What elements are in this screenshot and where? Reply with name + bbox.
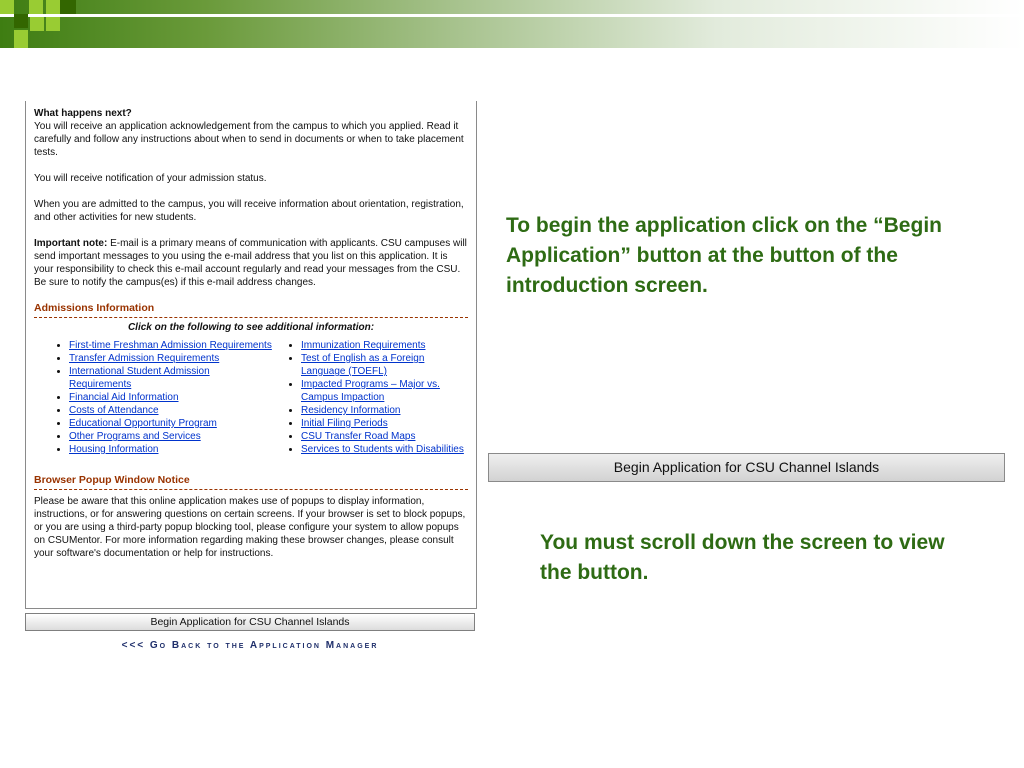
- header-square: [46, 17, 60, 31]
- info-link[interactable]: Educational Opportunity Program: [69, 418, 217, 429]
- info-link[interactable]: Impacted Programs – Major vs. Campus Impaction: [301, 379, 440, 403]
- info-link-item: [69, 404, 274, 417]
- popup-notice-text: Please be aware that this online application makes use of popups to display information, instructions, or for answering questions on certain screens. If your browser is set to block popups, or you are using a third-party popup blocking tool, please configure your system to allow popups on CSUMentor. For more information regarding making these browser changes, please consult your software's documentation or help for instructions.: [34, 496, 466, 559]
- info-link-item: [301, 404, 466, 417]
- admission-status-paragraph: You will receive notification of your admission status.: [34, 173, 267, 184]
- info-link-item: [301, 352, 466, 378]
- info-link[interactable]: Immunization Requirements: [301, 340, 426, 351]
- info-link-item: [301, 339, 466, 352]
- info-link-item: [301, 378, 466, 404]
- info-link[interactable]: Residency Information: [301, 405, 401, 416]
- scroll-note: You must scroll down the screen to view the button.: [540, 531, 945, 584]
- info-links-left: [34, 339, 274, 456]
- admissions-info-title: Admissions Information: [34, 302, 468, 318]
- info-link-item: [69, 365, 274, 391]
- info-link[interactable]: Housing Information: [69, 444, 159, 455]
- what-next-paragraph: You will receive an application acknowledgement from the campus to which you applied. Read it carefully and follow any instructions about when to send in documents or when to take placement tests.: [34, 121, 464, 158]
- info-link[interactable]: International Student Admission Requirements: [69, 366, 210, 390]
- info-link[interactable]: Other Programs and Services: [69, 431, 201, 442]
- header-decoration: [0, 0, 1024, 48]
- important-note-label: Important note:: [34, 238, 108, 249]
- instruction-text: To begin the application click on the “Begin Application” button at the button of the introduction screen.: [506, 214, 942, 297]
- info-link[interactable]: Costs of Attendance: [69, 405, 159, 416]
- popup-notice-title: Browser Popup Window Notice: [34, 474, 468, 490]
- header-square: [0, 0, 14, 14]
- info-link[interactable]: Initial Filing Periods: [301, 418, 388, 429]
- go-back-link[interactable]: <<< Go Back to the Application Manager: [121, 640, 379, 651]
- info-link[interactable]: Financial Aid Information: [69, 392, 179, 403]
- info-link[interactable]: First-time Freshman Admission Requirements: [69, 340, 272, 351]
- info-link[interactable]: Services to Students with Disabilities: [301, 444, 464, 455]
- header-square: [60, 0, 76, 14]
- important-note: [34, 237, 468, 289]
- click-instructions: Click on the following to see additional information:: [127, 322, 375, 333]
- info-link[interactable]: Transfer Admission Requirements: [69, 353, 220, 364]
- application-intro-panel: [25, 101, 477, 609]
- orientation-paragraph: When you are admitted to the campus, you will receive information about orientation, registration, and other activities for new students.: [34, 199, 464, 223]
- info-link-item: [69, 391, 274, 404]
- info-link-item: [301, 417, 466, 430]
- info-link-item: [69, 417, 274, 430]
- info-link[interactable]: Test of English as a Foreign Language (TOEFL): [301, 353, 425, 377]
- info-links: [34, 339, 468, 456]
- info-link-item: [69, 352, 274, 365]
- important-note-text: E-mail is a primary means of communication with applicants. CSU campuses will send important messages to you using the e-mail address that you list on this application. It is your responsibility to check this e-mail account regularly and read your messages from the CSU. Be sure to notify the campus(es) if this e-mail address changes.: [34, 238, 467, 288]
- info-link[interactable]: CSU Transfer Road Maps: [301, 431, 416, 442]
- info-link-item: [301, 443, 466, 456]
- header-square: [30, 17, 44, 31]
- info-links-right: [274, 339, 466, 456]
- begin-application-button[interactable]: Begin Application for CSU Channel Islands: [25, 613, 475, 631]
- what-next-title: What happens next?: [34, 108, 132, 119]
- header-divider: [0, 14, 1024, 17]
- info-link-item: [301, 430, 466, 443]
- header-square: [14, 30, 28, 48]
- info-link-item: [69, 443, 274, 456]
- info-link-item: [69, 339, 274, 352]
- begin-application-button-zoomed[interactable]: Begin Application for CSU Channel Islands: [488, 453, 1005, 482]
- info-link-item: [69, 430, 274, 443]
- header-square: [29, 0, 43, 14]
- header-square: [14, 14, 28, 28]
